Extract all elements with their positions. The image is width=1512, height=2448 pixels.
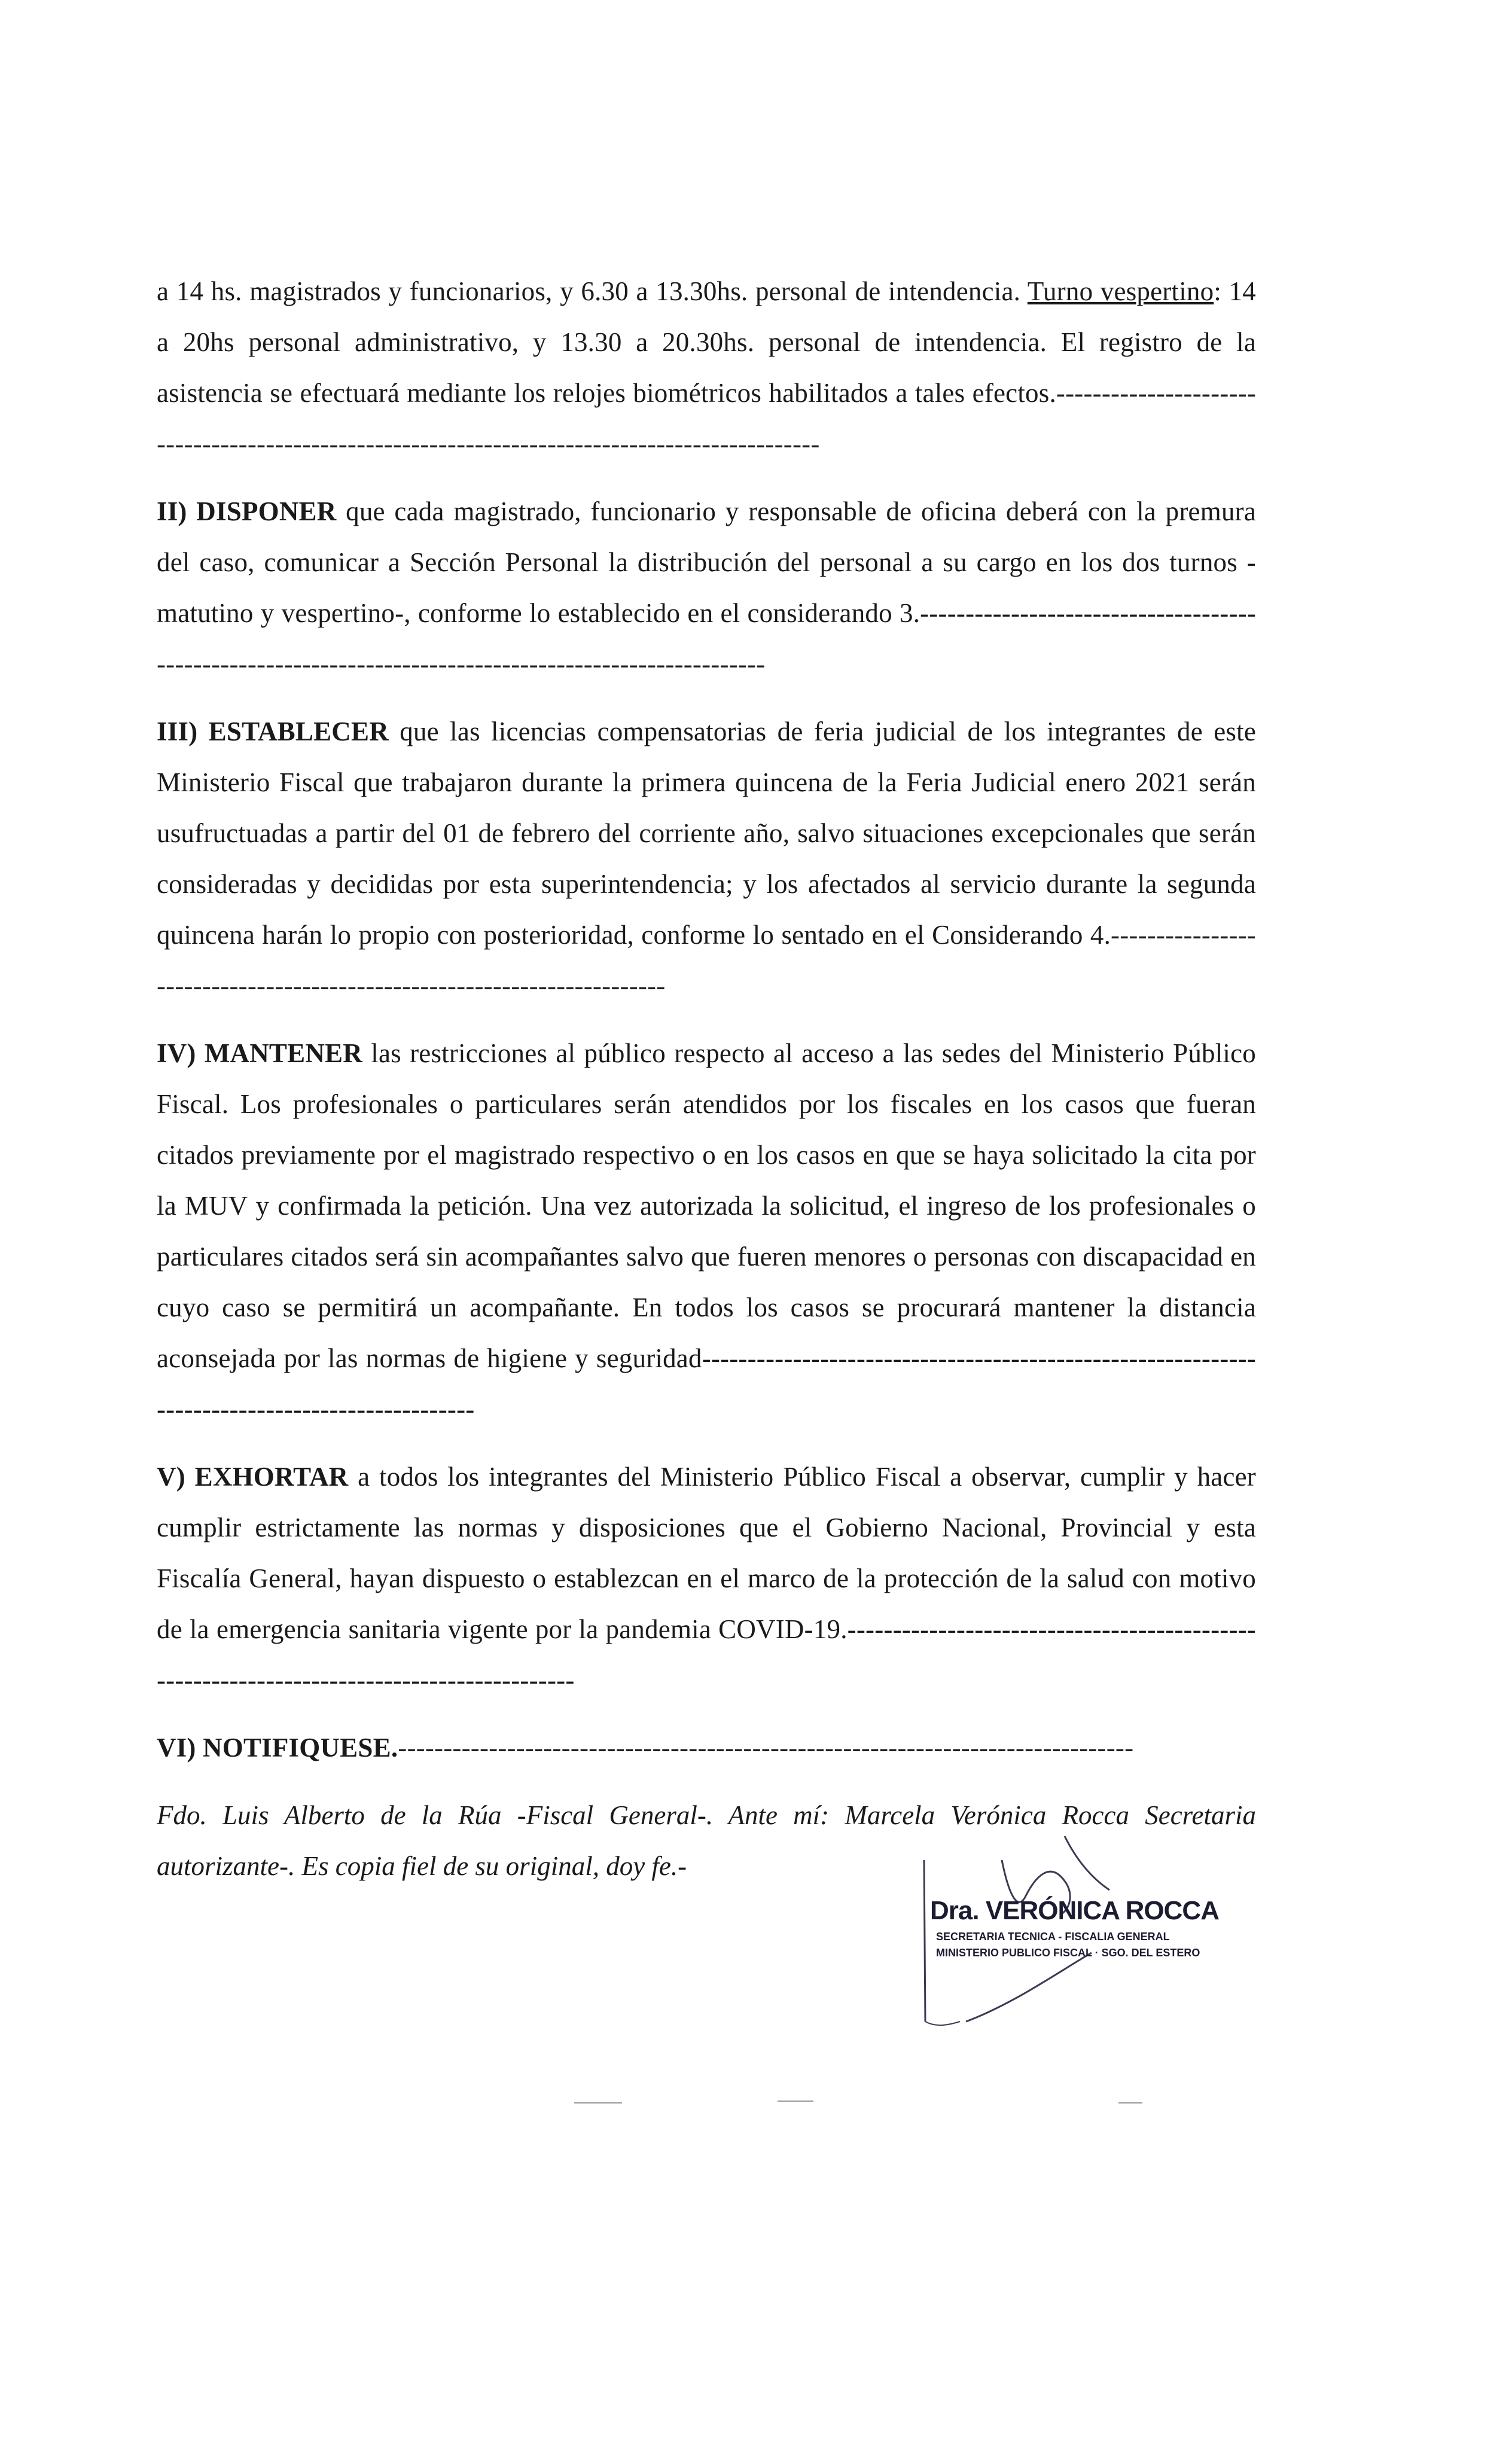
- dash-filler: ------------------------------------------------------------------------------------------------: [157, 1343, 1256, 1424]
- scan-speck: [574, 2102, 622, 2103]
- scan-speck: [1118, 2102, 1142, 2103]
- underlined-phrase: Turno vespertino: [1027, 276, 1214, 306]
- dash-filler: -------------------------------------------------------------------------------------------: [157, 1614, 1256, 1695]
- section-heading: III) ESTABLECER: [157, 717, 389, 746]
- signature-attestation: Fdo. Luis Alberto de la Rúa -Fiscal General-. Ante mí: Marcela Verónica Rocca Secretaria autorizante-. Es copia fiel de su original, doy fe.-: [157, 1800, 1256, 1881]
- stamp-title: SECRETARIA TECNICA - FISCALIA GENERAL: [936, 1931, 1170, 1943]
- scan-speck: [778, 2101, 813, 2102]
- section-heading: VI) NOTIFIQUESE.: [157, 1733, 398, 1763]
- paragraph-notifiquese: [157, 1723, 1256, 1773]
- paragraph-disponer: II) DISPONER que cada magistrado, funcionario y responsable de oficina deberá con la premura del caso, comunicar a Sección Personal la distribución del personal a su cargo en los dos turnos -matutino y vespertino-, conforme lo establecido en el considerando 3.--------------------------------------------------------------------------------------------------------: [157, 496, 1256, 679]
- section-heading: II) DISPONER: [157, 496, 337, 526]
- paragraph-exhortar: V) EXHORTAR a todos los integrantes del Ministerio Público Fiscal a observar, cumplir y hacer cumplir estrictamente las normas y disposiciones que el Gobierno Nacional, Provincial y esta Fiscalía General, hayan dispuesto o establezcan en el marco de la protección de la salud con motivo de la emergencia sanitaria vigente por la pandemia COVID-19.-------------------------------------------------------------------------------------------: [157, 1462, 1256, 1695]
- dash-filler: -----------------------------------------------------------------------------------------------: [157, 378, 1256, 459]
- dash-filler: --------------------------------------------------------------------------------------------------------: [157, 598, 1256, 679]
- paragraph-schedule: a 14 hs. magistrados y funcionarios, y 6.30 a 13.30hs. personal de intendencia. Turno vespertino: 14 a 20hs personal administrativo, y 13.30 a 20.30hs. personal de intendencia. El registro de la asistencia se efectuará mediante los relojes biométricos habilitados a tales efectos.-----------------------------------------------------------------------------------------------: [157, 276, 1256, 459]
- dash-filler: ------------------------------------------------------------------------: [157, 920, 1256, 1001]
- dash-filler: ---------------------------------------------------------------------------------: [398, 1733, 1134, 1763]
- section-heading: V) EXHORTAR: [157, 1462, 349, 1492]
- section-heading: IV) MANTENER: [157, 1038, 362, 1068]
- paragraph-mantener: IV) MANTENER las restricciones al público respecto al acceso a las sedes del Ministerio Público Fiscal. Los profesionales o particulares serán atendidos por los fiscales en los casos que fueran citados previamente por el magistrado respectivo o en los casos en que se haya solicitado la cita por la MUV y confirmada la petición. Una vez autorizada la solicitud, el ingreso de los profesionales o particulares citados será sin acompañantes salvo que fueren menores o personas con discapacidad en cuyo caso se permitirá un acompañante. En todos los casos se procurará mantener la distancia aconsejada por las normas de higiene y seguridad------------------------------------------------------------------------------------------------: [157, 1038, 1256, 1424]
- signature-scribble-icon: [912, 1824, 1223, 2028]
- stamp-name: Dra. VERÓNICA ROCCA: [930, 1896, 1219, 1925]
- document-body: [157, 266, 1256, 1892]
- signature-stamp: [912, 1824, 1223, 2028]
- paragraph-establecer: III) ESTABLECER que las licencias compensatorias de feria judicial de los integrantes de este Ministerio Fiscal que trabajaron durante la primera quincena de la Feria Judicial enero 2021 serán usufructuadas a partir del 01 de febrero del corriente año, salvo situaciones excepcionales que serán consideradas y decididas por esta superintendencia; y los afectados al servicio durante la segunda quincena harán lo propio con posterioridad, conforme lo sentado en el Considerando 4.------------------------------------------------------------------------: [157, 717, 1256, 1001]
- stamp-institution: MINISTERIO PUBLICO FISCAL · SGO. DEL ESTERO: [936, 1947, 1200, 1959]
